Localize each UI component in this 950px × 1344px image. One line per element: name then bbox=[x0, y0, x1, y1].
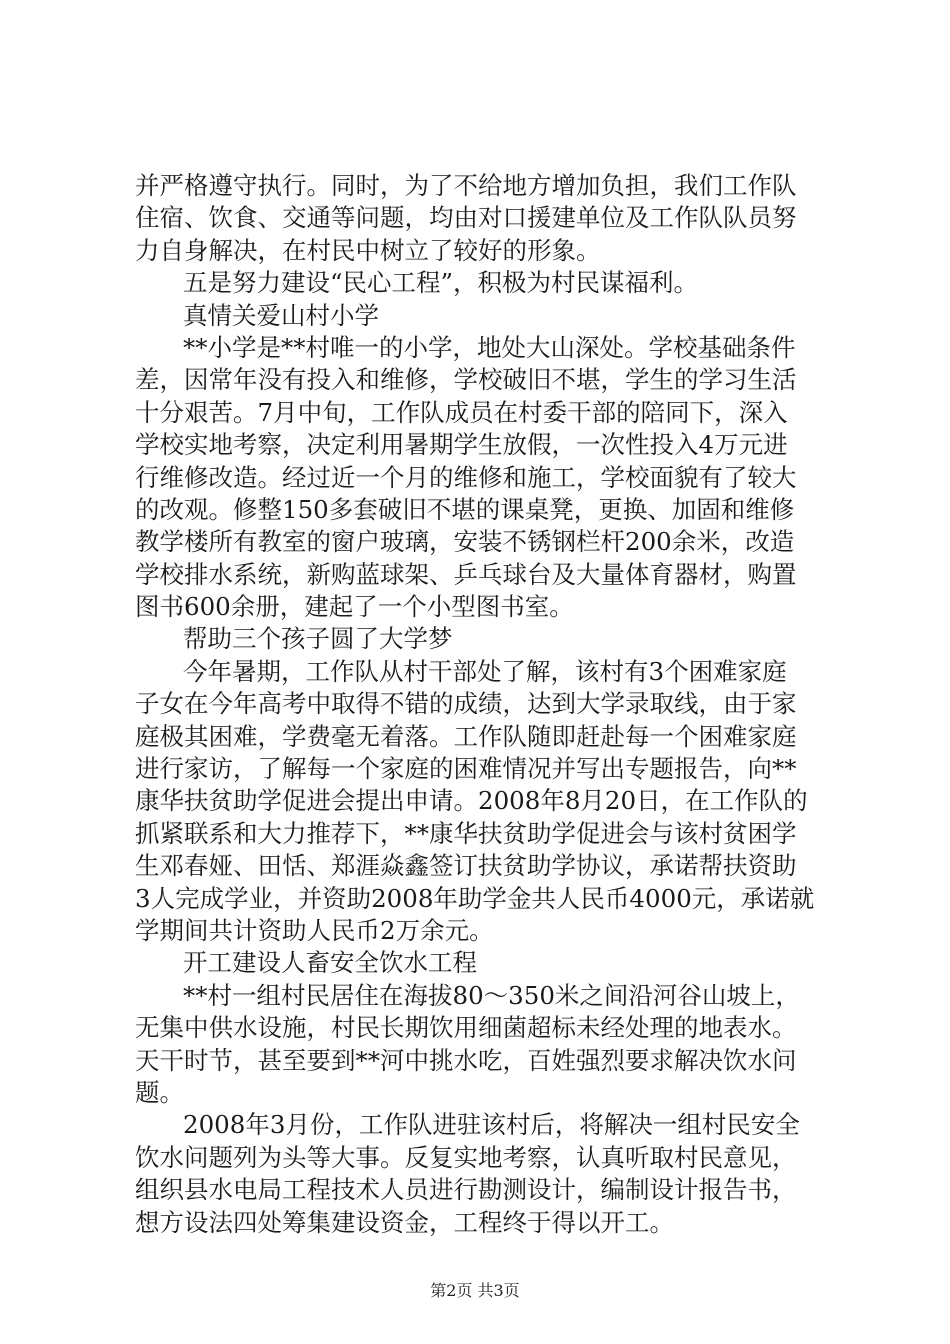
text-line: 抓紧联系和大力推荐下，**康华扶贫助学促进会与该村贫困学 bbox=[135, 818, 797, 848]
text-line: 3人完成学业，并资助2008年助学金共人民币4000元，承诺就 bbox=[135, 883, 815, 913]
text-line: 2008年3月份，工作队进驻该村后，将解决一组村民安全 bbox=[183, 1110, 800, 1140]
text-line: 庭极其困难，学费毫无着落。工作队随即赶赴每一个困难家庭 bbox=[135, 721, 797, 751]
text-line: 十分艰苦。7月中旬，工作队成员在村委干部的陪同下，深入 bbox=[135, 397, 788, 427]
document-body bbox=[135, 170, 815, 1239]
text-line: 题。 bbox=[135, 1077, 184, 1107]
text-line: 行维修改造。经过近一个月的维修和施工，学校面貌有了较大 bbox=[135, 462, 797, 492]
text-line: 组织县水电局工程技术人员进行勘测设计，编制设计报告书， bbox=[135, 1175, 797, 1205]
text-line: 教学楼所有教室的窗户玻璃，安装不锈钢栏杆200余米，改造 bbox=[135, 527, 795, 557]
text-line: 五是努力建设“民心工程”，积极为村民谋福利。 bbox=[183, 268, 699, 298]
text-line: 学期间共计资助人民币2万余元。 bbox=[135, 915, 494, 945]
text-line: 住宿、饮食、交通等问题，均由对口援建单位及工作队队员努 bbox=[135, 203, 797, 233]
text-line: 并严格遵守执行。同时，为了不给地方增加负担，我们工作队 bbox=[135, 171, 797, 200]
text-line: 力自身解决，在村民中树立了较好的形象。 bbox=[135, 235, 601, 265]
text-line: 差，因常年没有投入和维修，学校破旧不堪，学生的学习生活 bbox=[135, 365, 797, 395]
text-line: 图书600余册，建起了一个小型图书室。 bbox=[135, 592, 574, 622]
text-line: 康华扶贫助学促进会提出申请。2008年8月20日，在工作队的 bbox=[135, 786, 808, 816]
text-line: 今年暑期，工作队从村干部处了解，该村有3个困难家庭 bbox=[183, 656, 787, 686]
text-line: 帮助三个孩子圆了大学梦 bbox=[183, 624, 453, 654]
text-line: **村一组村民居住在海拔80～350米之间沿河谷山坡上， bbox=[183, 980, 800, 1010]
text-line: **小学是**村唯一的小学，地处大山深处。学校基础条件 bbox=[183, 332, 796, 362]
text-line: 进行家访，了解每一个家庭的困难情况并写出专题报告，向** bbox=[135, 754, 797, 784]
text-line: 子女在今年高考中取得不错的成绩，达到大学录取线，由于家 bbox=[135, 689, 797, 719]
text-line: 饮水问题列为头等大事。反复实地考察，认真听取村民意见， bbox=[135, 1142, 797, 1172]
text-line: 的改观。修整150多套破旧不堪的课桌凳，更换、加固和维修 bbox=[135, 494, 795, 524]
text-line: 真情关爱山村小学 bbox=[183, 300, 379, 330]
text-line: 无集中供水设施，村民长期饮用细菌超标未经处理的地表水。 bbox=[135, 1013, 797, 1043]
text-line: 想方设法四处筹集建设资金，工程终于得以开工。 bbox=[135, 1207, 674, 1237]
page-footer: 第2页 共3页 bbox=[430, 1281, 520, 1300]
text-line: 生邓春娅、田恬、郑涯焱鑫签订扶贫助学协议，承诺帮扶资助 bbox=[135, 851, 797, 881]
text-line: 学校排水系统，新购蓝球架、乒乓球台及大量体育器材，购置 bbox=[135, 559, 797, 589]
text-line: 学校实地考察，决定利用暑期学生放假，一次性投入4万元进 bbox=[135, 430, 788, 460]
text-line: 开工建设人畜安全饮水工程 bbox=[183, 948, 477, 978]
text-line: 天干时节，甚至要到**河中挑水吃，百姓强烈要求解决饮水问 bbox=[135, 1045, 797, 1075]
